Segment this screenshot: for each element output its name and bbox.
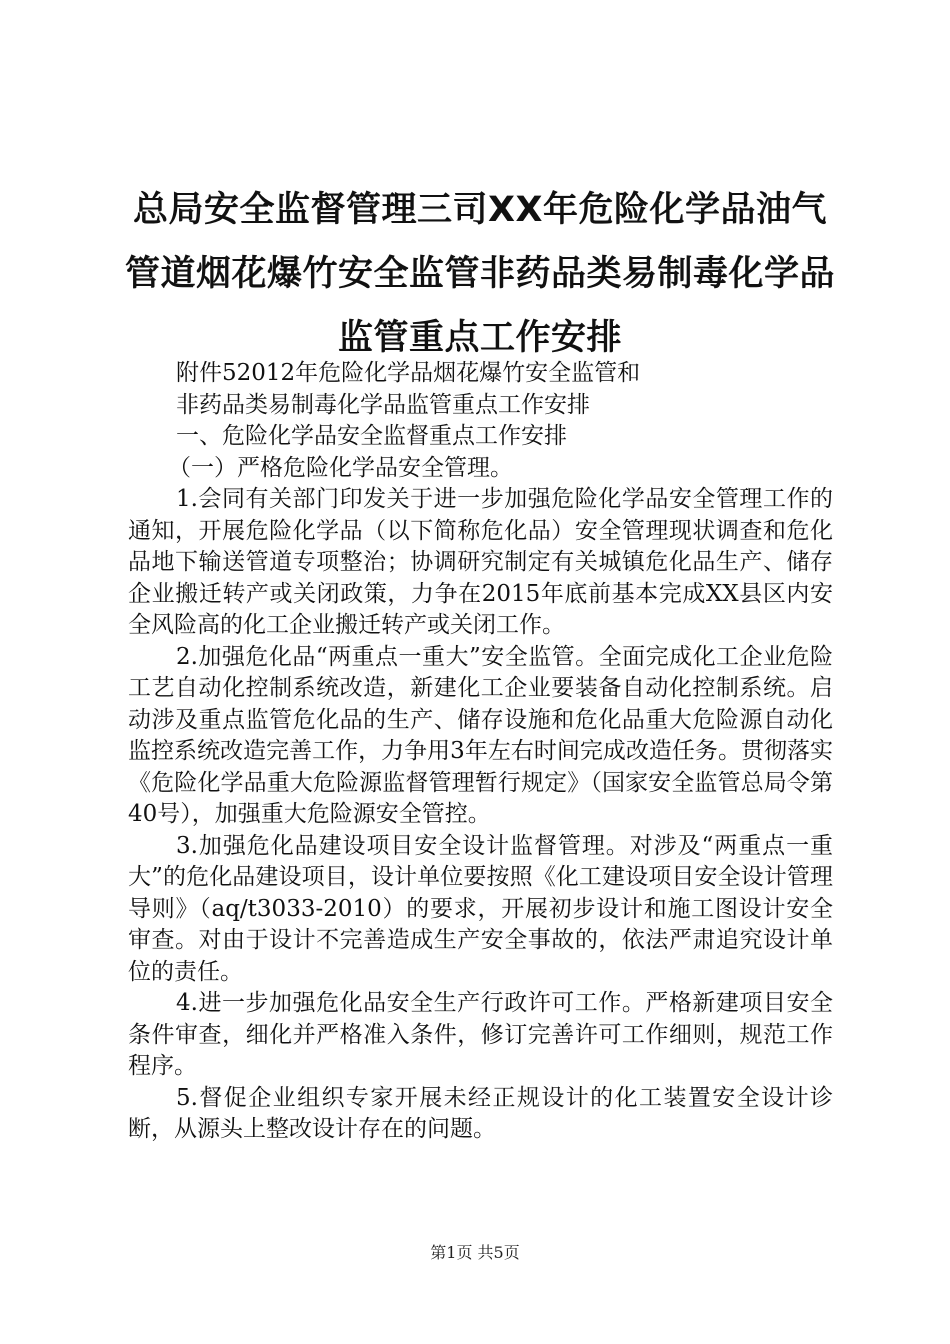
section-heading: 一、危险化学品安全监督重点工作安排 xyxy=(176,423,567,449)
subsection-heading: （一）严格危险化学品安全管理。 xyxy=(168,454,513,481)
document-body xyxy=(128,358,833,1146)
document-title xyxy=(120,178,840,370)
paragraph-1: 1.会同有关部门印发关于进一步加强危险化学品安全管理工作的通知，开展危险化学品（以下简称危化品）安全管理现状调查和危化品地下输送管道专项整治；协调研究制定有关城镇危化品生产、储存企业搬迁转产或关闭政策，力争在2015年底前基本完成XX县区内安全风险高的化工企业搬迁转产或关闭工作。 xyxy=(128,486,833,638)
attachment-line-2: 非药品类易制毒化学品监管重点工作安排 xyxy=(176,391,590,418)
paragraph-3: 3.加强危化品建设项目安全设计监督管理。对涉及“两重点一重大”的危化品建设项目，设计单位要按照《化工建设项目安全设计管理导则》（aq/t3033-2010）的要求，开展初步设计和施工图设计安全审查。对由于设计不完善造成生产安全事故的，依法严肃追究设计单位的责任。 xyxy=(128,832,833,985)
paragraph-2: 2.加强危化品“两重点一重大”安全监管。全面完成化工企业危险工艺自动化控制系统改造，新建化工企业要装备自动化控制系统。启动涉及重点监管危化品的生产、储存设施和危化品重大危险源自动化监控系统改造完善工作，力争用3年左右时间完成改造任务。贯彻落实《危险化学品重大危险源监督管理暂行规定》（国家安全监管总局令第40号），加强重大危险源安全管控。 xyxy=(128,643,833,827)
title-line-2: 管道烟花爆竹安全监管非药品类易制毒化学品 xyxy=(124,254,835,294)
title-line-1: 总局安全监督管理三司XX年危险化学品油气 xyxy=(133,190,827,230)
paragraph-5: 5.督促企业组织专家开展未经正规设计的化工装置安全设计诊断，从源头上整改设计存在的问题。 xyxy=(128,1084,833,1142)
attachment-line-1: 附件52012年危险化学品烟花爆竹安全监管和 xyxy=(176,360,641,386)
paragraph-4: 4.进一步加强危化品安全生产行政许可工作。严格新建项目安全条件审查，细化并严格准入条件，修订完善许可工作细则，规范工作程序。 xyxy=(128,990,833,1079)
title-line-3: 监管重点工作安排 xyxy=(337,318,622,358)
page-footer: 第1页 共5页 xyxy=(430,1243,520,1262)
